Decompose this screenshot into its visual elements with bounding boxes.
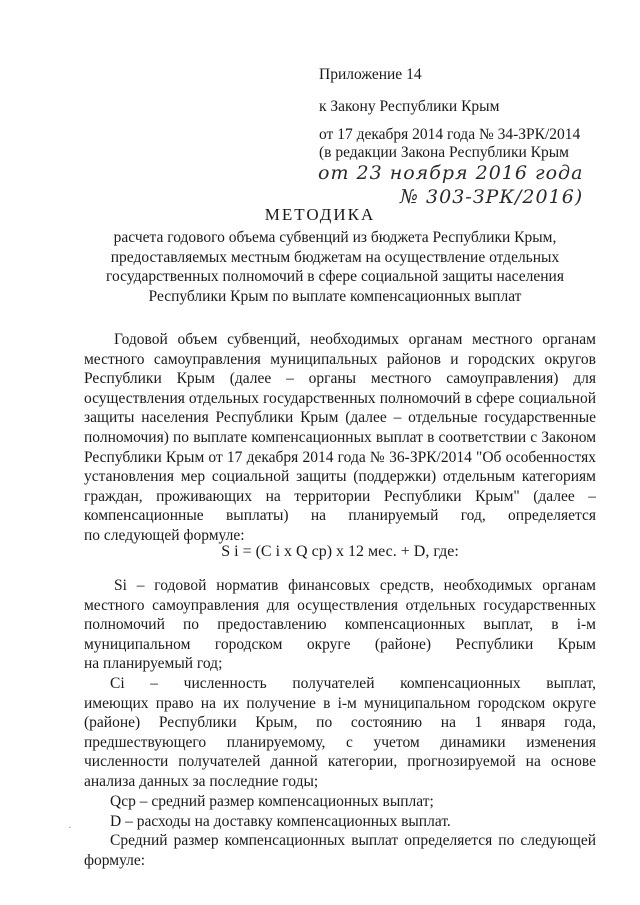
text-line: Si – годовой норматив финансовых средств, необходимых органам	[114, 577, 596, 594]
paragraph-average-size	[84, 831, 596, 870]
text-line: Ci – численность получателей компенсационных выплат,	[110, 675, 596, 692]
subtitle-line: государственных полномочий в сфере социальной защиты населения	[106, 268, 564, 285]
appendix-revision: (в редакции Закона Республики Крым	[319, 144, 569, 161]
text-line: защиты населения Республики Крым (далее – отдельные государственные	[84, 409, 596, 427]
text-line: местного самоуправления для осуществления отдельных государственных	[84, 596, 596, 614]
appendix-law-ref: к Закону Республики Крым	[319, 98, 500, 115]
text-line: предшествующего планируемому, с учетом динамики изменения	[84, 733, 596, 751]
text-line: имеющих право на их получение в i-м муниципальном городском округе	[84, 694, 596, 712]
appendix-law-date: от 17 декабря 2014 года № 34-ЗРК/2014	[319, 126, 581, 143]
handwritten-revision-date: от 23 ноября 2016 года	[318, 162, 584, 184]
paragraph-ci-definition	[84, 674, 596, 792]
text-line: формуле:	[84, 851, 146, 869]
text-line: компенсационные выплаты) на планируемый год, определяется	[84, 507, 596, 525]
text-line: численности получателей данной категории, прогнозируемой на основе	[84, 753, 596, 771]
text-line: муниципальном городском округе (районе) Республики Крым	[84, 635, 596, 653]
text-line: Средний размер компенсационных выплат определяется по следующей	[110, 832, 596, 849]
text-line: (районе) Республики Крым, по состоянию на 1 января года,	[84, 714, 596, 732]
text-line: Годовой объем субвенций, необходимых органам местного органам	[114, 331, 596, 348]
text-line: местного самоуправления муниципальных районов и городских округов	[84, 350, 596, 368]
text-line-d: D – расходы на доставку компенсационных выплат.	[110, 812, 451, 830]
subtitle-line: предоставляемых местным бюджетам на осуществление отдельных	[110, 248, 560, 266]
text-line: Республики Крым (далее – органы местного самоуправления) для	[84, 370, 596, 388]
appendix-number: Приложение 14	[319, 66, 422, 83]
text-line-qsr: Qср – средний размер компенсационных выплат;	[110, 793, 434, 810]
handwritten-revision-number: № 303-ЗРК/2016)	[400, 186, 584, 208]
text-line: граждан, проживающих на территории Республики Крым" (далее –	[84, 487, 596, 505]
text-line: установления мер социальной защиты (поддержки) отдельным категориям	[84, 468, 596, 486]
text-line: на планируемый год;	[84, 655, 223, 673]
text-line: по следующей формуле:	[84, 526, 245, 544]
text-line: полномочий по предоставлению компенсационных выплат, в i-м	[84, 616, 596, 634]
paragraph-annual-volume	[84, 330, 596, 546]
formula-si: S i = (C i x Q ср) х 12 мес. + D, где:	[221, 543, 459, 560]
text-line: осуществления отдельных государственных полномочий в сфере социальной	[84, 389, 596, 407]
scan-speck: ·	[68, 822, 72, 834]
text-line: Республики Крым от 17 декабря 2014 года № 36-ЗРК/2014 "Об особенностях	[84, 448, 596, 466]
document-title: МЕТОДИКА	[264, 205, 376, 224]
paragraph-si-definition	[84, 576, 596, 674]
text-line: анализа данных за последние годы;	[84, 772, 319, 790]
text-line: полномочия) по выплате компенсационных выплат в соответствии с Законом	[84, 428, 596, 446]
subtitle-line: Республики Крым по выплате компенсационных выплат	[148, 287, 522, 305]
paragraph-q-d-definitions	[84, 792, 596, 831]
subtitle-line: расчета годового объема субвенций из бюджета Республики Крым,	[113, 229, 557, 246]
document-subtitle	[90, 228, 580, 306]
